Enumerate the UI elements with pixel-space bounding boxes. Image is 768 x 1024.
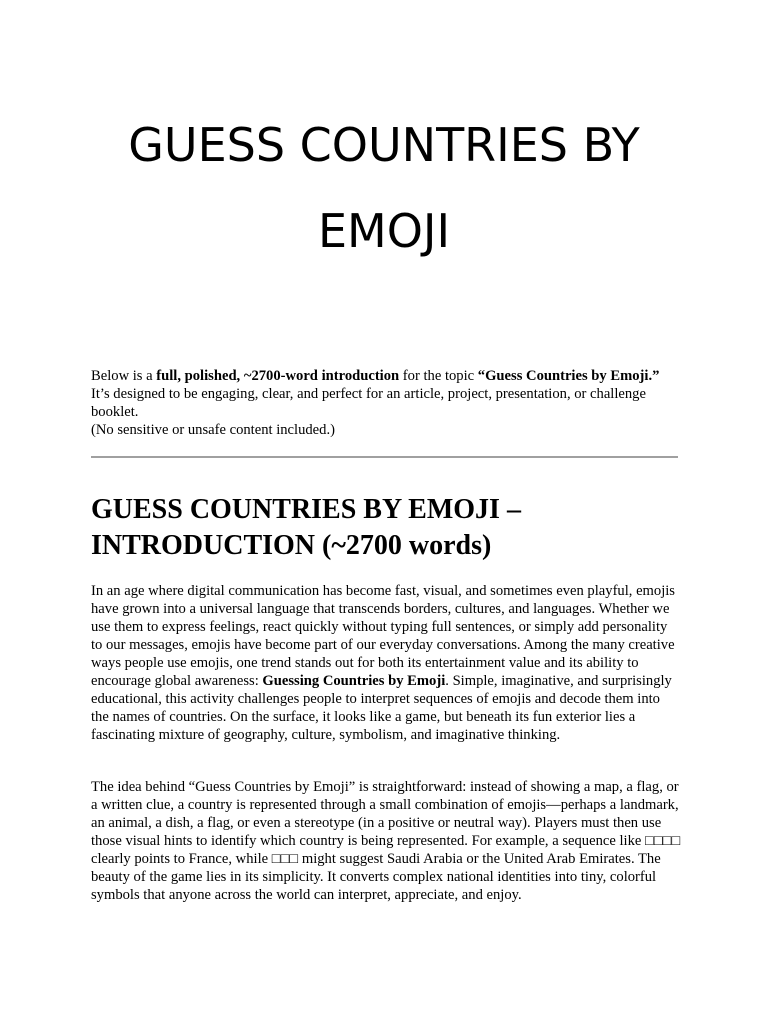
paragraph-text: clearly points to France, while (91, 851, 272, 867)
intro-paragraph (91, 367, 681, 439)
intro-note: (No sensitive or unsafe content included.) (91, 422, 335, 438)
paragraph-text: In an age where digital communication has become fast, visual, and sometimes even playful, emojis have grown into a universal language that transcends borders, cultures, and languages. Whether we use them to express feelings, react quickly without typing full sentences, or simply add personality to our messages, emojis have become part of our everyday conversations. Among the many creative ways people use emojis, one trend stands out for both its entertainment value and its ability to encourage global awareness: (91, 583, 675, 689)
intro-bold-phrase: full, polished, ~2700-word introduction (156, 368, 400, 384)
paragraph-text: might suggest Saudi Arabia or the United Arab Emirates. The beauty of the game lies in its simplicity. It converts complex national identities into tiny, colorful symbols that anyone across the world can interpret, appreciate, and enjoy. (91, 851, 661, 903)
horizontal-divider (91, 456, 678, 458)
paragraph-text: . Simple, imaginative, and surprisingly educational, this activity challenges people to interpret sequences of emojis and decode them into the names of countries. On the surface, it looks like a game, but beneath its fun exterior lies a fascinating mixture of geography, culture, symbolism, and imaginative thinking. (91, 673, 672, 743)
body-paragraph-2 (91, 778, 681, 904)
document-title: GUESS COUNTRIES BY EMOJI (128, 118, 640, 258)
emoji-sequence-saudi: □□□ (271, 851, 299, 867)
intro-text: for the topic (399, 368, 478, 384)
intro-text: It’s designed to be engaging, clear, and perfect for an article, project, presentation, or challenge booklet. (91, 386, 646, 420)
paragraph-bold-phrase: Guessing Countries by Emoji (262, 673, 446, 689)
section-heading: GUESS COUNTRIES BY EMOJI – INTRODUCTION (~2700 words) (91, 494, 521, 561)
emoji-sequence-france: □□□□ (645, 833, 681, 849)
paragraph-text: The idea behind “Guess Countries by Emoji” is straightforward: instead of showing a map, a flag, or a written clue, a country is represented through a small combination of emojis—perhaps a landmark, an animal, a dish, a flag, or even a stereotype (in a positive or neutral way). Players must then use those visual hints to identify which country is being represented. For example, a sequence like (91, 779, 679, 849)
body-paragraph-1 (91, 582, 681, 744)
intro-text: Below is a (91, 368, 157, 384)
intro-topic-title: “Guess Countries by Emoji.” (477, 368, 660, 384)
